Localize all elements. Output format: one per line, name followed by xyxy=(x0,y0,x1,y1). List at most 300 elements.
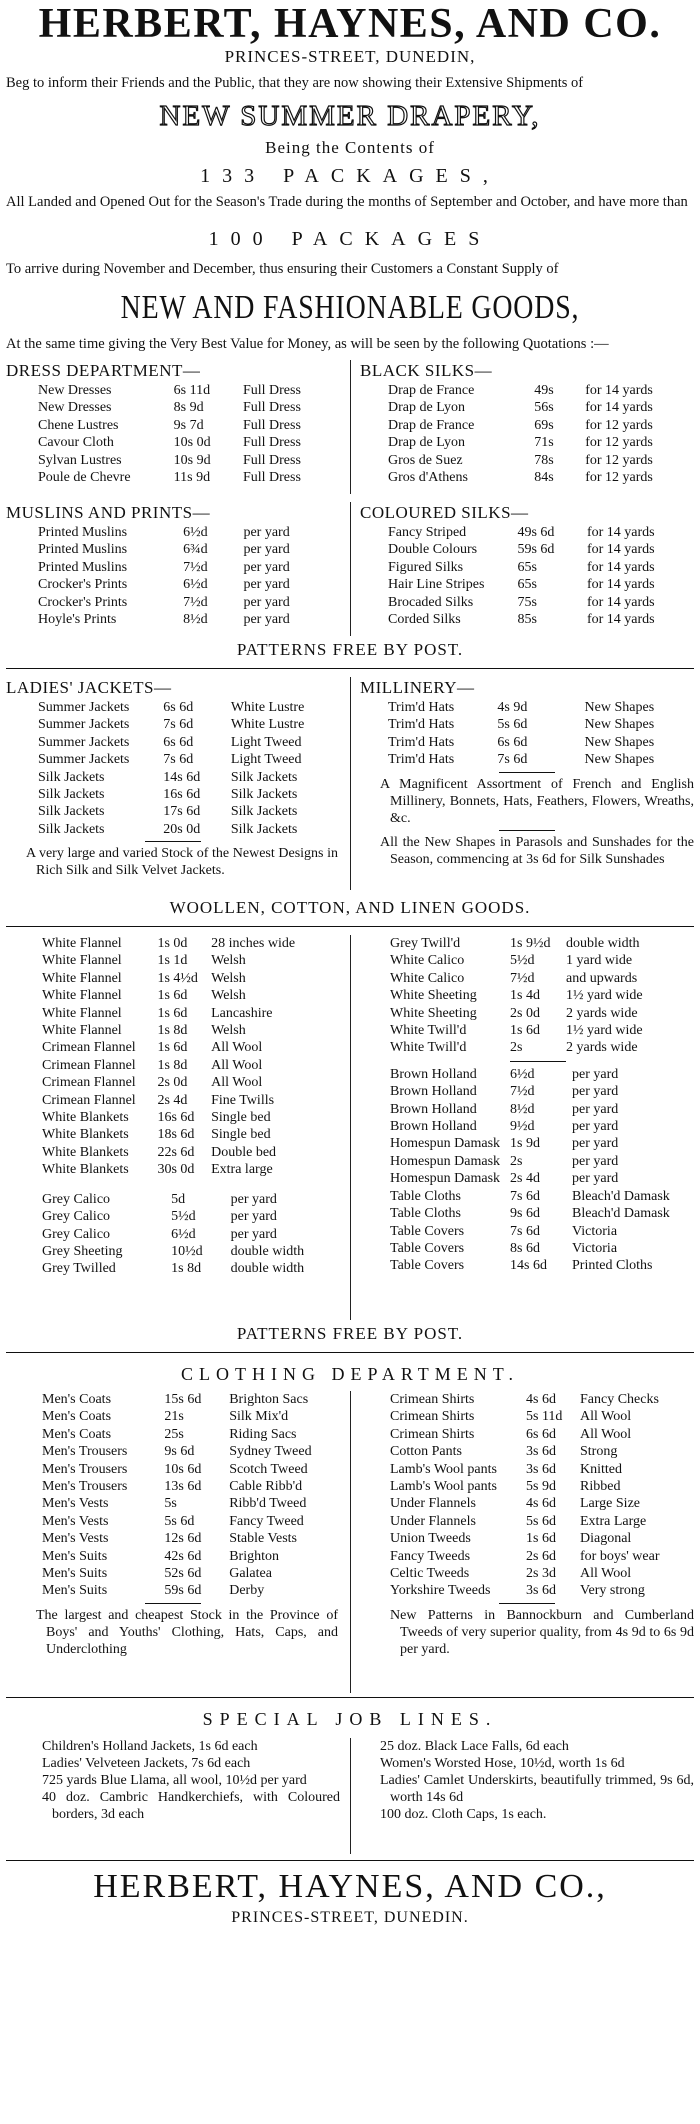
table-row xyxy=(38,751,340,768)
description-cell: Silk Jackets xyxy=(230,821,298,837)
coloured-silks-heading: COLOURED SILKS— xyxy=(360,503,529,522)
description-cell: Silk Jackets xyxy=(230,769,298,785)
description-cell: Single bed xyxy=(211,1127,271,1143)
description-cell: Full Dress xyxy=(242,417,301,433)
item-name-cell: Figured Silks xyxy=(388,559,464,575)
description-cell: All Wool xyxy=(211,1075,263,1091)
description-cell: for 14 yards xyxy=(585,400,653,416)
special-line-item: Women's Worsted Hose, 10½d, worth 1s 6d xyxy=(380,1756,625,1771)
price-cell: 5½d xyxy=(510,953,535,969)
price-cell: 3s 6d xyxy=(526,1444,556,1460)
item-name-cell: Trim'd Hats xyxy=(388,752,455,768)
item-name-cell: Gros d'Athens xyxy=(388,470,468,486)
table-row xyxy=(42,1022,340,1039)
price-cell: 3s 6d xyxy=(526,1583,556,1599)
description-cell: for 12 yards xyxy=(585,452,653,468)
parasols-note: All the New Shapes in Parasols and Sunshades for the Season, commencing at 3s 6d for Silk Sunshades xyxy=(380,834,694,867)
price-cell: 65s xyxy=(517,559,537,575)
mens-clothing-table xyxy=(42,1391,340,1600)
item-name-cell: White Flannel xyxy=(42,936,122,951)
price-cell: 7s 6d xyxy=(510,1188,540,1204)
description-cell: Bleach'd Damask xyxy=(572,1188,670,1204)
description-cell: All Wool xyxy=(211,1040,263,1056)
price-cell: 9s 7d xyxy=(173,417,204,433)
intro-text: Beg to inform their Friends and the Public, that they are now showing their Extensive Shipments of xyxy=(6,75,584,91)
arrive-text: To arrive during November and December, thus ensuring their Customers a Constant Supply of xyxy=(6,261,559,277)
item-name-cell: Drap de Lyon xyxy=(388,400,465,416)
woollen-section xyxy=(6,935,694,1320)
item-name-cell: Men's Suits xyxy=(42,1566,108,1582)
item-name-cell: Trim'd Hats xyxy=(388,717,455,733)
special-job-lines-heading: SPECIAL JOB LINES. xyxy=(202,1709,498,1729)
description-cell: per yard xyxy=(243,577,290,593)
item-name-cell: Yorkshire Tweeds xyxy=(390,1583,491,1599)
table-row xyxy=(42,1208,340,1225)
short-rule xyxy=(145,841,201,842)
description-cell: per yard xyxy=(230,1209,277,1225)
price-cell: 7s 6d xyxy=(163,717,194,733)
item-name-cell: Men's Coats xyxy=(42,1409,112,1425)
special-line-item: Ladies' Camlet Underskirts, beautifully trimmed, 9s 6d, worth 14s 6d xyxy=(380,1773,694,1805)
price-cell: 59s 6d xyxy=(517,542,555,558)
price-cell: 5s 9d xyxy=(526,1479,556,1495)
item-name-cell: Crimean Flannel xyxy=(42,1057,136,1073)
description-cell: New Shapes xyxy=(584,752,655,768)
description-cell: Light Tweed xyxy=(230,734,302,750)
item-name-cell: Homespun Damask xyxy=(390,1136,501,1152)
description-cell: per yard xyxy=(572,1171,619,1187)
item-name-cell: Gros de Suez xyxy=(388,452,463,468)
table-row xyxy=(390,1530,690,1547)
price-cell: 2s 4d xyxy=(510,1171,540,1187)
price-cell: 7s 6d xyxy=(510,1223,540,1239)
contents-text: Being the Contents of xyxy=(265,138,435,157)
table-row xyxy=(390,1565,690,1582)
item-name-cell: Grey Calico xyxy=(42,1191,111,1207)
price-cell: 10s 6d xyxy=(164,1461,202,1477)
table-row xyxy=(390,1257,690,1274)
description-cell: per yard xyxy=(230,1191,277,1207)
table-row xyxy=(42,1548,340,1565)
item-name-cell: Fancy Tweeds xyxy=(390,1548,471,1564)
price-cell: 5d xyxy=(171,1191,186,1207)
description-cell: Very strong xyxy=(580,1583,645,1599)
item-name-cell: Drap de France xyxy=(388,417,475,433)
table-row xyxy=(42,1074,340,1091)
item-name-cell: Brown Holland xyxy=(390,1119,477,1135)
item-name-cell: Double Colours xyxy=(388,542,478,558)
table-row xyxy=(42,1243,340,1260)
description-cell: Knitted xyxy=(580,1461,622,1477)
patterns-free-banner-2: PATTERNS FREE BY POST. xyxy=(236,1324,464,1343)
fashionable-goods-heading: NEW AND FASHIONABLE GOODS, xyxy=(120,289,580,326)
table-row xyxy=(38,594,340,611)
item-name-cell: Drap de Lyon xyxy=(388,435,465,451)
description-cell: per yard xyxy=(243,594,290,610)
item-name-cell: Men's Trousers xyxy=(42,1444,128,1460)
price-cell: 6½d xyxy=(510,1066,535,1082)
item-name-cell: Men's Coats xyxy=(42,1426,112,1442)
special-line-item: 25 doz. Black Lace Falls, 6d each xyxy=(380,1739,569,1754)
clothing-section xyxy=(6,1391,694,1693)
item-name-cell: Men's Vests xyxy=(42,1531,109,1547)
table-row xyxy=(390,1391,690,1408)
item-name-cell: White Flannel xyxy=(42,953,122,969)
price-cell: 18s 6d xyxy=(157,1127,195,1143)
item-name-cell: Men's Vests xyxy=(42,1513,109,1529)
item-name-cell: New Dresses xyxy=(38,400,112,416)
table-row xyxy=(42,935,340,952)
table-row xyxy=(388,734,694,751)
price-cell: 5s 6d xyxy=(526,1513,556,1529)
description-cell: per yard xyxy=(243,612,290,628)
table-row xyxy=(38,452,340,469)
item-name-cell: Under Flannels xyxy=(390,1496,476,1512)
price-cell: 1s 6d xyxy=(510,1023,540,1039)
price-cell: 6s 6d xyxy=(163,700,194,715)
column-divider xyxy=(350,360,351,494)
short-rule xyxy=(499,1603,555,1604)
price-cell: 56s xyxy=(534,400,554,416)
table-row xyxy=(390,1066,690,1083)
description-cell: for 12 yards xyxy=(585,470,653,486)
column-divider xyxy=(350,1391,351,1693)
description-cell: White Lustre xyxy=(230,717,305,733)
item-name-cell: Under Flannels xyxy=(390,1513,476,1529)
table-row xyxy=(388,716,694,733)
price-cell: 5s xyxy=(164,1496,177,1512)
item-name-cell: White Twill'd xyxy=(390,1023,467,1039)
price-cell: 2s 0d xyxy=(510,1005,540,1021)
price-cell: 1s 6d xyxy=(157,1040,188,1056)
table-row xyxy=(390,1461,690,1478)
price-cell: 1s 6d xyxy=(157,988,188,1004)
coloured-silks-table xyxy=(388,524,694,628)
description-cell: White Lustre xyxy=(230,700,305,715)
description-cell: Silk Mix'd xyxy=(229,1409,289,1425)
shirts-tweeds-table xyxy=(390,1391,690,1600)
description-cell: All Wool xyxy=(580,1409,632,1425)
table-row xyxy=(42,1530,340,1547)
item-name-cell: Union Tweeds xyxy=(390,1531,471,1547)
table-row xyxy=(390,1426,690,1443)
price-cell: 11s 9d xyxy=(173,470,211,486)
special-line-item: 100 doz. Cloth Caps, 1s each. xyxy=(380,1807,547,1822)
price-cell: 8s 6d xyxy=(510,1240,540,1256)
item-name-cell: Grey Calico xyxy=(42,1226,111,1242)
section-rule xyxy=(6,1860,694,1861)
table-row xyxy=(388,699,694,716)
description-cell: Full Dress xyxy=(242,452,301,468)
price-cell: 2s xyxy=(510,1153,523,1169)
item-name-cell: Men's Trousers xyxy=(42,1479,128,1495)
clothing-note-right: New Patterns in Bannockburn and Cumberland Tweeds of very superior quality, from 4s 9d to 6s 9d per yard. xyxy=(390,1607,694,1657)
price-cell: 12s 6d xyxy=(164,1531,202,1547)
description-cell: 2 yards wide xyxy=(566,1040,638,1056)
column-divider xyxy=(350,1738,351,1854)
description-cell: All Wool xyxy=(580,1566,632,1582)
packages-100: 100 PACKAGES xyxy=(208,228,492,250)
price-cell: 1s 9d xyxy=(510,1136,540,1152)
table-row xyxy=(38,769,340,786)
table-row xyxy=(390,970,684,987)
special-line-item: 725 yards Blue Llama, all wool, 10½d per yard xyxy=(42,1773,307,1788)
item-name-cell: Printed Muslins xyxy=(38,542,128,558)
description-cell: Scotch Tweed xyxy=(229,1461,308,1477)
table-row xyxy=(38,716,340,733)
column-divider xyxy=(350,677,351,890)
price-cell: 1s 8d xyxy=(157,1057,188,1073)
price-cell: 4s 6d xyxy=(526,1496,556,1512)
price-cell: 65s xyxy=(517,577,537,593)
price-cell: 69s xyxy=(534,417,554,433)
table-row xyxy=(390,1513,690,1530)
millinery-note: A Magnificent Assortment of French and English Millinery, Bonnets, Hats, Feathers, Flowers, Wreaths, &c. xyxy=(380,776,694,826)
description-cell: per yard xyxy=(572,1153,619,1169)
section-rule xyxy=(6,1352,694,1353)
item-name-cell: Silk Jackets xyxy=(38,787,105,803)
description-cell: Bleach'd Damask xyxy=(572,1206,670,1222)
description-cell: 1 yard wide xyxy=(566,953,633,969)
item-name-cell: White Flannel xyxy=(42,1005,122,1021)
price-cell: 84s xyxy=(534,470,554,486)
price-cell: 3s 6d xyxy=(526,1461,556,1477)
table-row xyxy=(388,611,694,628)
description-cell: Full Dress xyxy=(242,470,301,486)
description-cell: Single bed xyxy=(211,1110,271,1126)
table-row xyxy=(390,1582,690,1599)
description-cell: Fancy Tweed xyxy=(229,1513,304,1529)
table-row xyxy=(388,452,694,469)
price-cell: 25s xyxy=(164,1426,184,1442)
price-cell: 6½d xyxy=(183,577,208,593)
item-name-cell: White Flannel xyxy=(42,970,122,986)
description-cell: Galatea xyxy=(229,1566,272,1582)
price-cell: 42s 6d xyxy=(164,1548,202,1564)
table-row xyxy=(390,987,684,1004)
description-cell: New Shapes xyxy=(584,700,655,715)
description-cell: per yard xyxy=(572,1136,619,1152)
price-cell: 9s 6d xyxy=(164,1444,195,1460)
item-name-cell: Men's Suits xyxy=(42,1583,108,1599)
description-cell: for 14 yards xyxy=(586,577,655,593)
woollen-heading: WOOLLEN, COTTON, AND LINEN GOODS. xyxy=(169,898,531,917)
price-cell: 6s 6d xyxy=(497,734,528,750)
description-cell: per yard xyxy=(572,1101,619,1117)
item-name-cell: White Calico xyxy=(390,953,465,969)
price-cell: 8½d xyxy=(510,1101,535,1117)
description-cell: for boys' wear xyxy=(580,1548,660,1564)
price-cell: 21s xyxy=(164,1409,184,1425)
item-name-cell: Chene Lustres xyxy=(38,417,119,433)
table-row xyxy=(42,987,340,1004)
description-cell: for 12 yards xyxy=(585,435,653,451)
price-cell: 6½d xyxy=(171,1226,196,1242)
item-name-cell: Summer Jackets xyxy=(38,734,130,750)
description-cell: double width xyxy=(566,936,640,951)
item-name-cell: Men's Suits xyxy=(42,1548,108,1564)
item-name-cell: Hair Line Stripes xyxy=(388,577,485,593)
table-row xyxy=(42,1057,340,1074)
price-cell: 71s xyxy=(534,435,554,451)
table-row xyxy=(42,1092,340,1109)
description-cell: Lancashire xyxy=(211,1005,273,1021)
description-cell: per yard xyxy=(243,559,290,575)
item-name-cell: Homespun Damask xyxy=(390,1153,501,1169)
description-cell: Welsh xyxy=(211,953,246,969)
price-cell: 6s 6d xyxy=(526,1426,556,1442)
description-cell: Victoria xyxy=(572,1223,618,1239)
item-name-cell: Crimean Flannel xyxy=(42,1092,136,1108)
table-row xyxy=(390,1408,690,1425)
description-cell: Brighton xyxy=(229,1548,279,1564)
item-name-cell: Table Cloths xyxy=(390,1206,461,1222)
short-rule xyxy=(499,772,555,773)
table-row xyxy=(390,1083,690,1100)
table-row xyxy=(42,1443,340,1460)
item-name-cell: Printed Muslins xyxy=(38,525,128,540)
description-cell: Full Dress xyxy=(242,383,301,398)
description-cell: for 14 yards xyxy=(586,594,655,610)
price-cell: 2s 0d xyxy=(157,1075,188,1091)
table-row xyxy=(38,417,340,434)
table-row xyxy=(390,1118,690,1135)
millinery-heading: MILLINERY— xyxy=(360,678,475,697)
price-cell: 6¾d xyxy=(183,542,208,558)
item-name-cell: White Blankets xyxy=(42,1162,129,1178)
price-cell: 10½d xyxy=(171,1243,203,1259)
description-cell: for 14 yards xyxy=(586,542,655,558)
table-row xyxy=(38,803,340,820)
item-name-cell: White Blankets xyxy=(42,1127,129,1143)
description-cell: Fancy Checks xyxy=(580,1392,659,1407)
table-row xyxy=(390,1135,690,1152)
table-row xyxy=(390,1170,690,1187)
description-cell: per yard xyxy=(572,1119,619,1135)
description-cell: per yard xyxy=(230,1226,277,1242)
price-cell: 1s 8d xyxy=(157,1023,188,1039)
description-cell: Silk Jackets xyxy=(230,787,298,803)
item-name-cell: Brocaded Silks xyxy=(388,594,474,610)
description-cell: Fine Twills xyxy=(211,1092,275,1108)
price-cell: 20s 0d xyxy=(163,821,201,837)
price-cell: 7½d xyxy=(183,594,208,610)
item-name-cell: Lamb's Wool pants xyxy=(390,1461,497,1477)
description-cell: for 14 yards xyxy=(586,612,655,628)
description-cell: Double bed xyxy=(211,1144,277,1160)
item-name-cell: Celtic Tweeds xyxy=(390,1566,470,1582)
section-rule xyxy=(6,926,694,927)
table-row xyxy=(390,1022,684,1039)
table-row xyxy=(42,1461,340,1478)
price-cell: 6s 11d xyxy=(173,383,211,398)
description-cell: Diagonal xyxy=(580,1531,632,1547)
millinery-table xyxy=(388,699,694,769)
item-name-cell: Crimean Shirts xyxy=(390,1392,475,1407)
special-lines-section xyxy=(6,1738,694,1854)
table-row xyxy=(42,1565,340,1582)
table-row xyxy=(390,1495,690,1512)
landed-text: All Landed and Opened Out for the Season's Trade during the months of September and October, and have more than xyxy=(6,194,688,210)
item-name-cell: White Twill'd xyxy=(390,1040,467,1056)
price-cell: 52s 6d xyxy=(164,1566,202,1582)
price-cell: 2s 3d xyxy=(526,1566,556,1582)
item-name-cell: Silk Jackets xyxy=(38,769,105,785)
price-cell: 9s 6d xyxy=(510,1206,540,1222)
table-row xyxy=(42,1109,340,1126)
item-name-cell: Grey Sheeting xyxy=(42,1243,123,1259)
item-name-cell: Trim'd Hats xyxy=(388,734,455,750)
price-cell: 1s 8d xyxy=(171,1261,202,1277)
description-cell: Welsh xyxy=(211,970,246,986)
holland-damask-table xyxy=(390,1066,690,1275)
description-cell: New Shapes xyxy=(584,734,655,750)
table-row xyxy=(388,576,694,593)
table-row xyxy=(390,1039,684,1056)
table-row xyxy=(388,434,694,451)
price-cell: 5s 11d xyxy=(526,1409,563,1425)
item-name-cell: Poule de Chevre xyxy=(38,470,131,486)
item-name-cell: Brown Holland xyxy=(390,1084,477,1100)
table-row xyxy=(390,1223,690,1240)
item-name-cell: Printed Muslins xyxy=(38,559,128,575)
item-name-cell: Summer Jackets xyxy=(38,717,130,733)
table-row xyxy=(38,699,340,716)
item-name-cell: Crimean Shirts xyxy=(390,1426,475,1442)
description-cell: Welsh xyxy=(211,988,246,1004)
description-cell: and upwards xyxy=(566,970,638,986)
table-row xyxy=(42,1005,340,1022)
table-row xyxy=(388,541,694,558)
item-name-cell: Corded Silks xyxy=(388,612,461,628)
muslins-coloured-section xyxy=(6,502,694,636)
item-name-cell: Crocker's Prints xyxy=(38,594,128,610)
description-cell: Victoria xyxy=(572,1240,618,1256)
table-row xyxy=(388,751,694,768)
price-cell: 2s 6d xyxy=(526,1548,556,1564)
price-cell: 1s 4½d xyxy=(157,970,198,986)
description-cell: for 14 yards xyxy=(585,383,653,398)
table-row xyxy=(38,734,340,751)
table-row xyxy=(42,1144,340,1161)
special-line-item: 40 doz. Cambric Handkerchiefs, with Coloured borders, 3d each xyxy=(42,1790,340,1822)
price-cell: 59s 6d xyxy=(164,1583,202,1599)
table-row xyxy=(390,1188,690,1205)
price-cell: 1s 9½d xyxy=(510,936,551,951)
item-name-cell: Summer Jackets xyxy=(38,700,130,715)
item-name-cell: Grey Twilled xyxy=(42,1261,116,1277)
table-row xyxy=(390,1005,684,1022)
table-row xyxy=(390,1101,690,1118)
description-cell: Stable Vests xyxy=(229,1531,298,1547)
item-name-cell: New Dresses xyxy=(38,383,112,398)
table-row xyxy=(38,611,340,628)
description-cell: Full Dress xyxy=(242,435,301,451)
item-name-cell: Men's Coats xyxy=(42,1392,112,1407)
section-rule xyxy=(6,668,694,669)
description-cell: 1½ yard wide xyxy=(566,988,643,1004)
item-name-cell: Grey Calico xyxy=(42,1209,111,1225)
item-name-cell: Crimean Flannel xyxy=(42,1040,136,1056)
price-cell: 6½d xyxy=(183,525,208,540)
firm-address: PRINCES-STREET, DUNEDIN, xyxy=(224,47,476,66)
description-cell: per yard xyxy=(572,1084,619,1100)
description-cell: for 14 yards xyxy=(586,559,655,575)
short-rule xyxy=(510,1061,566,1062)
table-row xyxy=(38,382,340,399)
packages-133: 133 PACKAGES, xyxy=(200,165,500,187)
price-cell: 4s 9d xyxy=(497,700,528,715)
